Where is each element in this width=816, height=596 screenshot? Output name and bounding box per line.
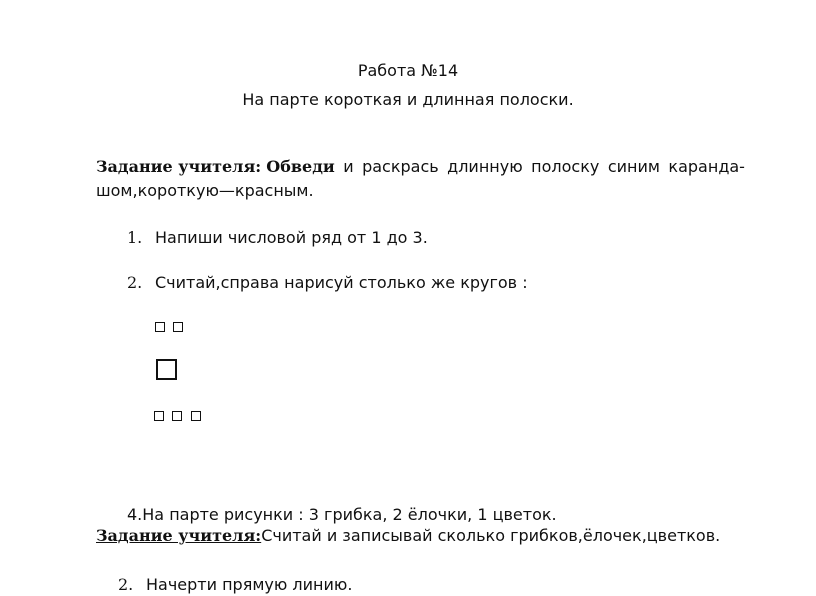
square-icon <box>154 411 164 421</box>
list-item-text: Напиши числовой ряд от 1 до 3. <box>155 228 428 247</box>
list-item: 4.На парте рисунки : 3 грибка, 2 ёлочки, 1 цветок. <box>127 505 557 524</box>
teacher-task-label: Задание учителя: <box>96 157 262 176</box>
list-item-number: 1. <box>127 228 143 247</box>
page-title: Работа №14 <box>357 61 459 80</box>
list-item <box>127 228 428 248</box>
list-item-text: Начерти прямую линию. <box>146 575 353 594</box>
square-icon <box>155 322 165 332</box>
teacher-task-2 <box>96 526 720 546</box>
list-item <box>127 273 528 293</box>
list-item-text: Считай,справа нарисуй столько же кругов : <box>155 273 528 292</box>
square-icon <box>173 322 183 332</box>
list-item <box>118 575 352 595</box>
teacher-task-label-group <box>96 157 335 177</box>
task-word: длинную <box>447 157 523 176</box>
task-word: каранда- <box>668 157 745 176</box>
task-word: и <box>343 157 354 176</box>
task-word: раскрась <box>362 157 439 176</box>
list-item-number: 2. <box>127 273 143 292</box>
task-word: синим <box>607 157 660 176</box>
list-item-number: 2. <box>118 575 134 594</box>
square-icon <box>191 411 201 421</box>
teacher-task-bold-word: Обведи <box>266 157 335 176</box>
square-icon <box>156 359 177 380</box>
teacher-task <box>96 157 745 177</box>
teacher-task-2-label: Задание учителя: <box>96 526 262 545</box>
square-icon <box>172 411 182 421</box>
task-word: полоску <box>531 157 600 176</box>
page-subtitle: На парте короткая и длинная полоски. <box>242 90 574 109</box>
teacher-task-2-text: Считай и записывай сколько грибков,ёлочек,цветков. <box>261 526 721 545</box>
teacher-task-continuation: шом,короткую—красным. <box>96 181 314 200</box>
